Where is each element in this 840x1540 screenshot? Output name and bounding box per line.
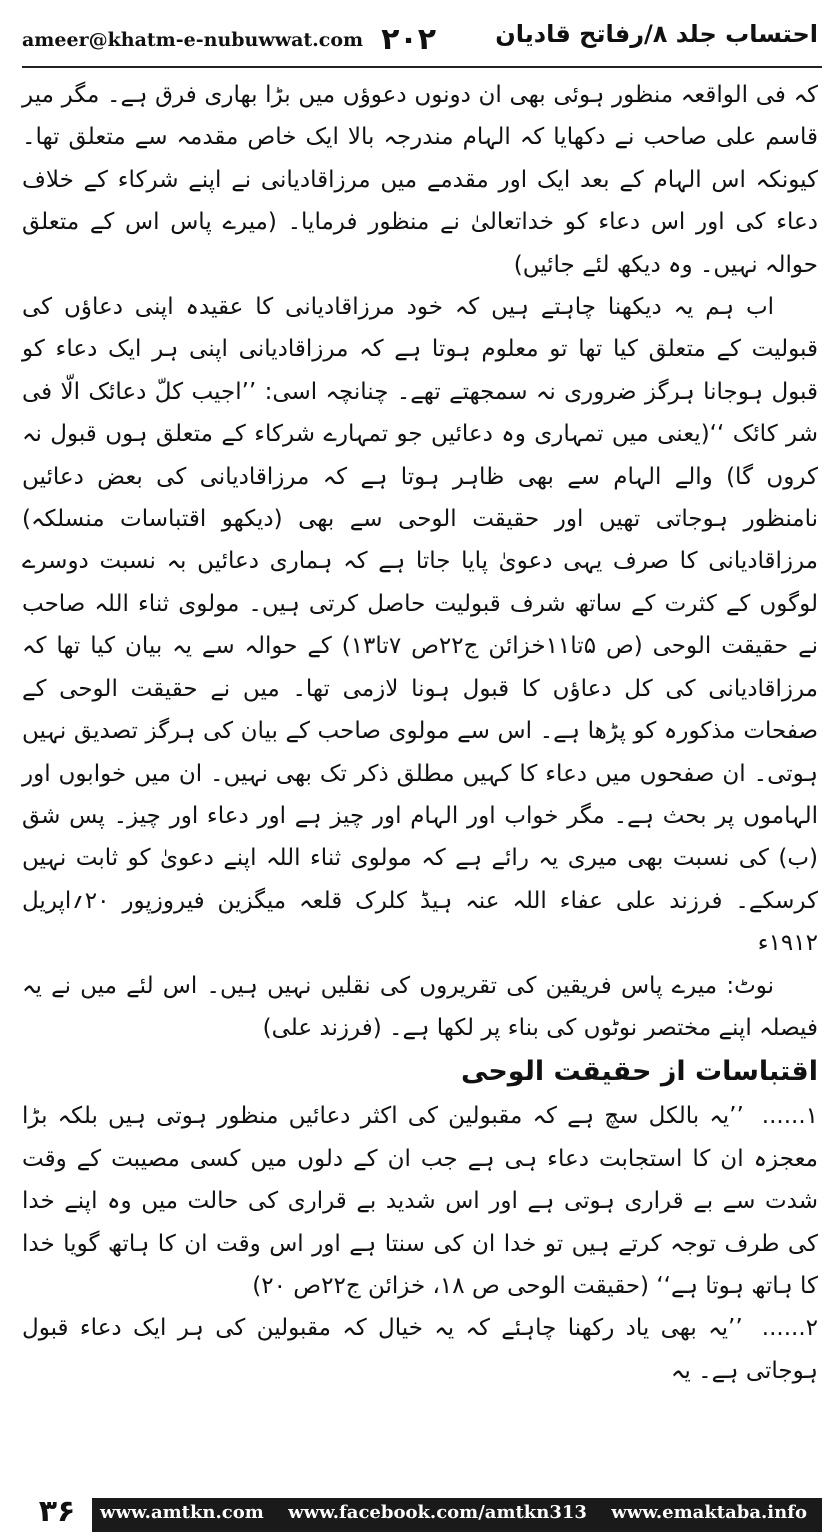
header-page-number: ۲۰۲ — [381, 22, 437, 57]
quote-item-number: ۲...... — [761, 1315, 818, 1342]
footer-links — [100, 1502, 816, 1523]
quote-item-1 — [22, 1095, 818, 1307]
page-header — [22, 10, 822, 68]
quote-item-2 — [22, 1307, 818, 1392]
quote-item-number: ۱...... — [761, 1103, 819, 1130]
footer-page-number: ۳۶ — [22, 1492, 92, 1532]
quote-item-text: ’’یہ بھی یاد رکھنا چاہئے کہ یہ خیال کہ مقبولین کی ہر ایک دعاء قبول ہوجاتی ہے۔ یہ — [22, 1315, 818, 1384]
quote-item-text: ’’یہ بالکل سچ ہے کہ مقبولین کی اکثر دعائیں منظور ہوتی ہیں بلکہ بڑا معجزہ ان کا استجابت دعاء ہی ہے جب ان کے دلوں میں کسی مصیبت کے وقت شدت سے بے قراری ہوتی ہے اور اس شدید بے قراری کی حالت میں وہ اپنے خدا کی طرف توجہ کرتے ہیں تو خدا ان کی سنتا ہے اور اس وقت ان کا ہاتھ گویا خدا کا ہاتھ ہوتا ہے‘‘ (حقیقت الوحی ص ۱۸، خزائن ج۲۲ص ۲۰) — [22, 1103, 818, 1299]
header-left — [22, 22, 436, 57]
section-heading: اقتباسات از حقیقت الوحی — [461, 1056, 818, 1088]
header-title: احتساب جلد ۸/رفاتح قادیان — [495, 20, 818, 48]
footer-link-facebook[interactable]: www.facebook.com/amtkn313 — [288, 1502, 587, 1523]
header-divider — [22, 66, 822, 68]
page-footer — [22, 1494, 822, 1532]
page-body — [22, 74, 818, 1392]
paragraph-note: نوٹ: میرے پاس فریقین کی تقریروں کی نقلیں نہیں ہیں۔ اس لئے میں نے یہ فیصلہ اپنے مختصر نوٹوں کی بناء پر لکھا ہے۔ (فرزند علی) — [22, 972, 818, 1041]
footer-link-emaktaba[interactable]: www.emaktaba.info — [611, 1502, 807, 1523]
paragraph-2: اب ہم یہ دیکھنا چاہتے ہیں کہ خود مرزاقادیانی کا عقیدہ اپنی دعاؤں کی قبولیت کے متعلق کیا تھا تو معلوم ہوتا ہے کہ مرزاقادیانی اپنی ہر ایک دعاء کو قبول ہوجانا ہرگز ضروری نہ سمجھتے تھے۔ چنانچہ اسی: ’’اجیب کلّ دعائک الّا فی شر کائک ‘‘(یعنی میں تمہاری وہ دعائیں جو تمہارے شرکاء کے متعلق ہوں قبول نہ کروں گا) والے الہام سے بھی ظاہر ہوتا ہے کہ مرزاقادیانی کی بعض دعائیں نامنظور ہوجاتی تھیں اور حقیقت الوحی سے بھی (دیکھو اقتباسات منسلکہ) مرزاقادیانی کا صرف یہی دعویٰ پایا جاتا ہے کہ ہماری دعائیں بہ نسبت دوسرے لوگوں کے کثرت کے ساتھ شرف قبولیت حاصل کرتی ہیں۔ مولوی ثناء اللہ صاحب نے حقیقت الوحی (ص ۵تا۱۱خزائن ج۲۲ص ۷تا۱۳) کے حوالہ سے یہ بیان کیا تھا کہ مرزاقادیانی کی کل دعاؤں کا قبول ہونا لازمی تھا۔ میں نے حقیقت الوحی کے صفحات مذکورہ کو پڑھا ہے۔ اس سے مولوی صاحب کے بیان کی ہرگز تصدیق نہیں ہوتی۔ ان صفحوں میں دعاء کا کہیں مطلق ذکر تک بھی نہیں۔ ان میں خوابوں اور الہاموں پر بحث ہے۔ مگر خواب اور الہام اور چیز ہے اور دعاء اور چیز۔ پس شق (ب) کی نسبت بھی میری یہ رائے ہے کہ مولوی ثناء اللہ اپنے دعویٰ کو ثابت نہیں کرسکے۔ فرزند علی عفاء اللہ عنہ ہیڈ کلرک قلعہ میگزین فیروزپور ۲۰؍اپریل ۱۹۱۲ء — [22, 294, 818, 957]
footer-link-amtkn[interactable]: www.amtkn.com — [100, 1502, 264, 1523]
paragraph-1: کہ فی الواقعہ منظور ہوئی بھی ان دونوں دعوؤں میں بڑا بھاری فرق ہے۔ مگر میر قاسم علی صاحب نے دکھایا کہ الہام مندرجہ بالا ایک خاص مقدمہ سے متعلق تھا۔ کیونکہ اس الہام کے بعد ایک اور مقدمے میں مرزاقادیانی نے اپنے شرکاء کے خلاف دعاء کی اور اس دعاء کو خداتعالیٰ نے منظور فرمایا۔ (میرے پاس اس کے متعلق حوالہ نہیں۔ وہ دیکھ لئے جائیں) — [22, 82, 818, 278]
header-email[interactable]: ameer@khatm-e-nubuwwat.com — [22, 29, 364, 51]
